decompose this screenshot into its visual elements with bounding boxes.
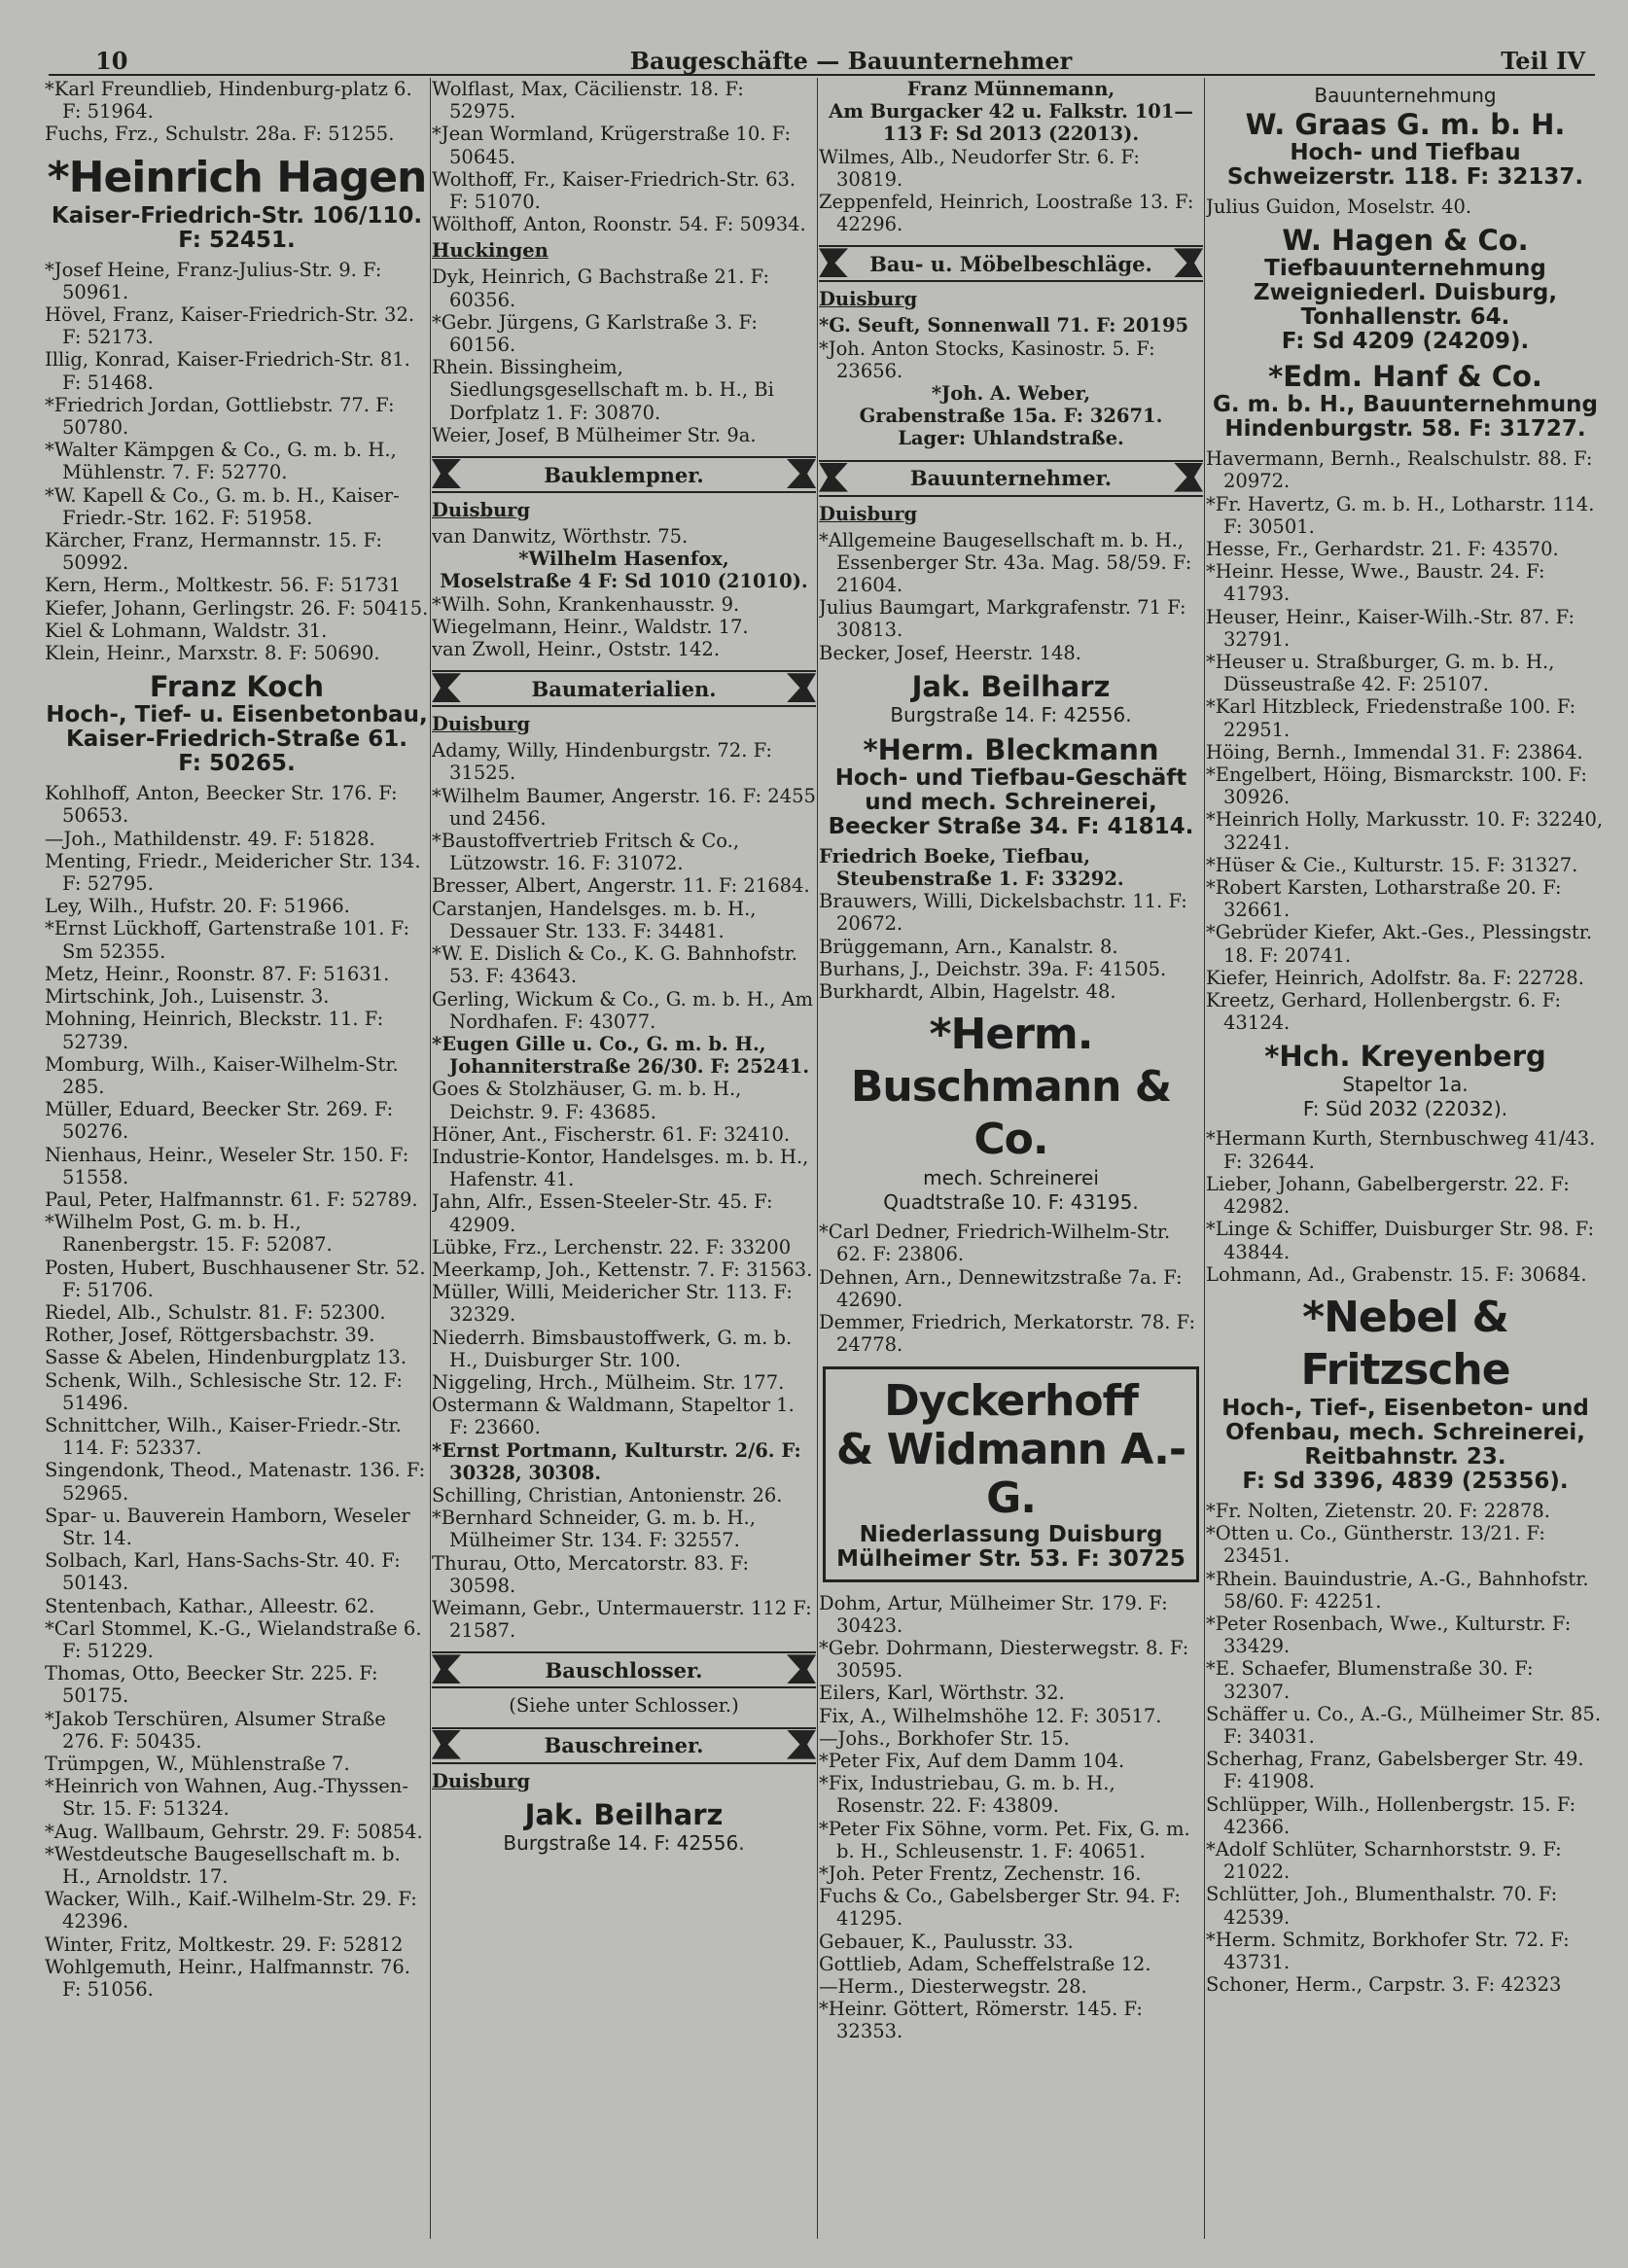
ad-line: Mülheimer Str. 53. F: 30725 <box>836 1545 1186 1572</box>
directory-entry: Jahn, Alfr., Essen-Steeler-Str. 45. F: 42909. <box>432 1190 773 1236</box>
directory-entry: —Johs., Borkhofer Str. 15. <box>819 1726 1070 1750</box>
directory-entry: Lübke, Frz., Lerchenstr. 22. F: 33200 <box>432 1235 792 1258</box>
advertisement <box>45 670 429 776</box>
directory-entry: *Wilhelm Hasenfox, <box>518 548 729 571</box>
column-divider <box>817 78 818 2239</box>
directory-entry: Schoner, Herm., Carpstr. 3. F: 42323 <box>1206 1973 1562 1997</box>
directory-entry: Grabenstraße 15a. F: 32671. <box>859 405 1163 428</box>
directory-entry: *Peter Rosenbach, Wwe., Kulturstr. F: 33429. <box>1206 1612 1572 1658</box>
directory-entry: *Bernhard Schneider, G. m. b. H., Mülheimer Str. 134. F: 32557. <box>432 1506 756 1552</box>
directory-entry: Niggeling, Hrch., Mülheim. Str. 177. <box>432 1370 785 1394</box>
ad-line: F: 50265. <box>178 751 296 777</box>
directory-entry: *Carl Stommel, K.-G., Wielandstraße 6. F: 51229. <box>45 1616 422 1662</box>
ornament-left-icon <box>432 673 461 702</box>
directory-entry: *Karl Hitzbleck, Friedenstraße 100. F: 22951. <box>1206 695 1576 741</box>
section-title: Bau- u. Möbelbeschläge. <box>869 251 1152 276</box>
directory-entry: Am Burgacker 42 u. Falkstr. 101—113 F: Sd 2013 (22013). <box>829 100 1193 146</box>
page-number: 10 <box>95 47 128 75</box>
directory-entry: Julius Baumgart, Markgrafenstr. 71 F: 30813. <box>819 596 1186 642</box>
directory-entry: Mohning, Heinrich, Bleckstr. 11. F: 52739. <box>45 1008 384 1053</box>
ornament-left-icon <box>819 463 848 492</box>
directory-entry: Rother, Josef, Röttgersbachstr. 39. <box>45 1324 375 1347</box>
ad-line: Stapeltor 1a. <box>1342 1073 1469 1097</box>
directory-entry: Ostermann & Waldmann, Stapeltor 1. F: 23660. <box>432 1394 795 1439</box>
directory-entry: Thomas, Otto, Beecker Str. 225. F: 50175. <box>45 1662 378 1708</box>
directory-entry: Dyk, Heinrich, G Bachstraße 21. F: 60356. <box>432 266 770 311</box>
directory-entry: *Gebrüder Kiefer, Akt.-Ges., Plessingstr. 18. F: 20741. <box>1206 921 1593 967</box>
ad-line: mech. Schreinerei <box>923 1166 1099 1190</box>
directory-entry: *Fr. Nolten, Zietenstr. 20. F: 22878. <box>1206 1499 1550 1522</box>
advertisement <box>1206 1040 1605 1121</box>
ornament-left-icon <box>432 1654 461 1683</box>
column-1 <box>45 78 429 2239</box>
ornament-left-icon <box>432 1730 461 1759</box>
directory-entry: *Jakob Terschüren, Alsumer Straße 276. F: 50435. <box>45 1707 386 1753</box>
city-subheading: Duisburg <box>819 502 918 525</box>
city-subheading: Duisburg <box>819 288 918 311</box>
directory-entry: *Hermann Kurth, Sternbuschweg 41/43. F: 32644. <box>1206 1127 1596 1173</box>
directory-entry: Meerkamp, Joh., Kettenstr. 7. F: 31563. <box>432 1258 813 1281</box>
directory-entry: Zeppenfeld, Heinrich, Loostraße 13. F: 42296. <box>819 191 1194 236</box>
directory-entry: Franz Münnemann, <box>906 78 1115 100</box>
directory-entry: Weier, Josef, B Mülheimer Str. 9a. <box>432 423 757 446</box>
directory-entry: *Jean Wormland, Krügerstraße 10. F: 50645. <box>432 123 792 168</box>
directory-entry: Momburg, Wilh., Kaiser-Wilhelm-Str. 285. <box>45 1052 399 1098</box>
directory-entry: *Ernst Portmann, Kulturstr. 2/6. F: 30328, 30308. <box>432 1438 801 1484</box>
directory-entry: Nienhaus, Heinr., Weseler Str. 150. F: 51558. <box>45 1143 409 1188</box>
directory-entry: Julius Guidon, Moselstr. 40. <box>1206 195 1472 218</box>
directory-entry: Gottlieb, Adam, Scheffelstraße 12. <box>819 1952 1151 1975</box>
directory-entry: Kohlhoff, Anton, Beecker Str. 176. F: 50653. <box>45 782 398 828</box>
directory-entry: *Friedrich Jordan, Gottliebstr. 77. F: 50780. <box>45 393 395 440</box>
ad-line: *Herm. Bleckmann <box>863 732 1159 766</box>
directory-entry: *Otten u. Co., Güntherstr. 13/21. F: 23451. <box>1206 1522 1545 1568</box>
section-banner <box>432 1651 816 1688</box>
ad-line: Kaiser-Friedrich-Str. 106/110. <box>51 202 423 229</box>
directory-entry: *Peter Fix, Auf dem Damm 104. <box>819 1749 1125 1772</box>
ad-line: Burgstraße 14. F: 42556. <box>890 702 1132 726</box>
ad-line: Franz Koch <box>149 670 325 704</box>
directory-entry: *Heuser u. Straßburger, G. m. b. H., Düsseustraße 42. F: 25107. <box>1206 651 1555 696</box>
directory-entry: Gebauer, K., Paulusstr. 33. <box>819 1930 1074 1953</box>
ad-line: W. Graas G. m. b. H. <box>1245 108 1566 141</box>
ad-line: Zweigniederl. Duisburg, <box>1253 280 1558 306</box>
ornament-right-icon <box>1174 248 1203 277</box>
directory-entry: Kiefer, Heinrich, Adolfstr. 8a. F: 22728. <box>1206 966 1584 989</box>
directory-entry: Höner, Ant., Fischerstr. 61. F: 32410. <box>432 1122 791 1146</box>
ad-line: Tiefbauunternehmung <box>1264 256 1546 282</box>
directory-entry: *Engelbert, Höing, Bismarckstr. 100. F: 30926. <box>1206 763 1587 809</box>
directory-entry: Metz, Heinr., Roonstr. 87. F: 51631. <box>45 962 390 985</box>
directory-entry: van Zwoll, Heinr., Oststr. 142. <box>432 638 721 661</box>
ad-line: Bauunternehmung <box>1314 84 1497 107</box>
directory-entry: *Wilhelm Post, G. m. b. H., Ranenbergstr. 15. F: 52087. <box>45 1211 333 1257</box>
ad-line: Jak. Beilharz <box>911 669 1111 703</box>
directory-entry: Burhans, J., Deichstr. 39a. F: 41505. <box>819 957 1167 980</box>
advertisement <box>819 670 1203 727</box>
directory-entry: *Joh. A. Weber, <box>931 382 1091 406</box>
section-title: Bauklempner. <box>544 462 704 487</box>
column-3 <box>819 78 1203 2239</box>
directory-entry: *Wilh. Sohn, Krankenhausstr. 9. <box>432 592 740 616</box>
boxed-advertisement <box>823 1366 1199 1582</box>
directory-entry: Höing, Bernh., Immendal 31. F: 23864. <box>1206 740 1583 763</box>
directory-entry: Müller, Eduard, Beecker Str. 269. F: 50276. <box>45 1098 394 1144</box>
advertisement <box>1206 84 1605 190</box>
directory-entry: Moselstraße 4 F: Sd 1010 (21010). <box>440 570 808 593</box>
directory-entry: *Heinr. Hesse, Wwe., Baustr. 24. F: 41793. <box>1206 560 1545 606</box>
directory-entry: *Fix, Industriebau, G. m. b. H., Rosenstr. 22. F: 43809. <box>819 1772 1115 1818</box>
ad-line: *Edm. Hanf & Co. <box>1268 360 1542 394</box>
ad-line: Hoch- und Tiefbau-Geschäft <box>834 764 1187 791</box>
ad-line: G. m. b. H., Bauunternehmung <box>1213 392 1598 418</box>
city-subheading: Huckingen <box>432 239 549 263</box>
ad-line: Hoch-, Tief-, Eisenbeton- und <box>1221 1395 1589 1421</box>
directory-entry: Hövel, Franz, Kaiser-Friedrich-Str. 32. F: 52173. <box>45 303 415 349</box>
advertisement <box>432 1798 816 1856</box>
directory-entry: Schilling, Christian, Antonienstr. 26. <box>432 1483 783 1506</box>
section-banner <box>432 456 816 493</box>
city-subheading: Duisburg <box>432 1769 531 1792</box>
directory-entry: Singendonk, Theod., Matenastr. 136. F: 52965. <box>45 1459 426 1505</box>
ad-line: W. Hagen & Co. <box>1282 224 1529 258</box>
ad-line: F: Süd 2032 (22032). <box>1302 1097 1508 1121</box>
ad-line: Ofenbau, mech. Schreinerei, <box>1225 1419 1585 1445</box>
directory-entry: Kreetz, Gerhard, Hollenbergstr. 6. F: 43124. <box>1206 989 1562 1035</box>
directory-entry: *Linge & Schiffer, Duisburger Str. 98. F: 43844. <box>1206 1218 1595 1263</box>
directory-entry: Kärcher, Franz, Hermannstr. 15. F: 50992. <box>45 529 382 575</box>
directory-entry: *Heinrich von Wahnen, Aug.-Thyssen-Str. 15. F: 51324. <box>45 1775 408 1821</box>
directory-entry: *Gebr. Dohrmann, Diesterwegstr. 8. F: 30595. <box>819 1636 1189 1683</box>
directory-entry: Heuser, Heinr., Kaiser-Wilh.-Str. 87. F: 32791. <box>1206 605 1575 651</box>
advertisement <box>819 1009 1203 1215</box>
ad-line: Burgstraße 14. F: 42556. <box>503 1830 745 1855</box>
directory-entry: Havermann, Bernh., Realschulstr. 88. F: 20972. <box>1206 447 1593 493</box>
directory-entry: Klein, Heinr., Marxstr. 8. F: 50690. <box>45 642 380 665</box>
directory-entry: Müller, Willi, Meidericher Str. 113. F: 32329. <box>432 1281 793 1327</box>
ad-line: *Nebel & Fritzsche <box>1300 1292 1510 1395</box>
advertisement <box>45 152 429 253</box>
directory-entry: Sasse & Abelen, Hindenburgplatz 13. <box>45 1346 407 1369</box>
directory-entry: *Baustoffvertrieb Fritsch & Co., Lützowstr. 16. F: 31072. <box>432 830 740 875</box>
directory-entry: *Heinrich Holly, Markusstr. 10. F: 32240, 32241. <box>1206 808 1604 854</box>
directory-entry: Solbach, Karl, Hans-Sachs-Str. 40. F: 50143. <box>45 1549 401 1595</box>
directory-entry: Becker, Josef, Heerstr. 148. <box>819 641 1081 664</box>
column-4 <box>1206 78 1605 2239</box>
section-title: Bauunternehmer. <box>909 466 1113 491</box>
directory-entry: Schlüpper, Wilh., Hollenbergstr. 15. F: 42366. <box>1206 1792 1576 1838</box>
section-banner <box>819 245 1203 282</box>
directory-entry: Goes & Stolzhäuser, G. m. b. H., Deichstr. 9. F: 43685. <box>432 1078 742 1123</box>
directory-entry: Wohlgemuth, Heinr., Halfmannstr. 76. F: 51056. <box>45 1955 410 2002</box>
city-subheading: Duisburg <box>432 499 531 522</box>
directory-entry: Illig, Konrad, Kaiser-Friedrich-Str. 81. F: 51468. <box>45 348 410 394</box>
directory-entry: *Westdeutsche Baugesellschaft m. b. H., Arnoldstr. 17. <box>45 1842 401 1889</box>
directory-entry: Wolflast, Max, Cäcilienstr. 18. F: 52975. <box>432 78 744 124</box>
directory-entry: Scherhag, Franz, Gabelsberger Str. 49. F: 41908. <box>1206 1748 1584 1793</box>
directory-entry: Posten, Hubert, Buschhausener Str. 52. F: 51706. <box>45 1256 426 1301</box>
directory-entry: Mirtschink, Joh., Luisenstr. 3. <box>45 985 330 1009</box>
part-label: Teil IV <box>1501 47 1585 75</box>
directory-entry: *W. E. Dislich & Co., K. G. Bahnhofstr. 53. F: 43643. <box>432 942 797 988</box>
directory-entry: Bresser, Albert, Angerstr. 11. F: 21684. <box>432 874 810 898</box>
directory-entry: Weimann, Gebr., Untermauerstr. 112 F: 21587. <box>432 1596 812 1643</box>
ad-line: Hoch-, Tief- u. Eisenbetonbau, <box>46 702 428 728</box>
directory-entry: Fix, A., Wilhelmshöhe 12. F: 30517. <box>819 1704 1162 1727</box>
directory-entry: Brüggemann, Arn., Kanalstr. 8. <box>819 935 1118 958</box>
directory-entry: Schnittcher, Wilh., Kaiser-Friedr.-Str. 114. F: 52337. <box>45 1413 402 1460</box>
directory-entry: Schenk, Wilh., Schlesische Str. 12. F: 51496. <box>45 1368 403 1414</box>
ad-line: Hindenburgstr. 58. F: 31727. <box>1224 416 1586 443</box>
ad-line: F: 52451. <box>178 227 296 253</box>
directory-entry: *Fr. Havertz, G. m. b. H., Lotharstr. 114. F: 30501. <box>1206 492 1595 538</box>
directory-entry: Stentenbach, Kathar., Alleestr. 62. <box>45 1594 375 1617</box>
ad-line: Dyckerhoff <box>884 1375 1138 1426</box>
directory-entry: Kiefer, Johann, Gerlingstr. 26. F: 50415. <box>45 596 429 620</box>
directory-entry: *Wilhelm Baumer, Angerstr. 16. F: 2455 und 2456. <box>432 784 816 830</box>
directory-entry: *Carl Dedner, Friedrich-Wilhelm-Str. 62. F: 23806. <box>819 1221 1171 1266</box>
directory-entry: *Joh. Anton Stocks, Kasinostr. 5. F: 23656. <box>819 337 1155 382</box>
directory-entry: *Herm. Schmitz, Borkhofer Str. 72. F: 43731. <box>1206 1928 1570 1973</box>
directory-entry: *Rhein. Bauindustrie, A.-G., Bahnhofstr. 58/60. F: 42251. <box>1206 1567 1589 1612</box>
directory-entry: Wölthoff, Anton, Roonstr. 54. F: 50934. <box>432 213 806 236</box>
directory-entry: *W. Kapell & Co., G. m. b. H., Kaiser-Friedr.-Str. 162. F: 51958. <box>45 483 400 529</box>
ad-line: und mech. Schreinerei, <box>865 789 1157 815</box>
directory-entry: Thurau, Otto, Mercatorstr. 83. F: 30598. <box>432 1551 750 1597</box>
directory-entry: Spar- u. Bauverein Hamborn, Weseler Str. 14. <box>45 1504 410 1549</box>
directory-entry: Lieber, Johann, Gabelbergerstr. 22. F: 42982. <box>1206 1172 1570 1219</box>
directory-entry: Rhein. Bissingheim, Siedlungsgesellschaft m. b. H., Bi Dorfplatz 1. F: 30870. <box>432 356 774 424</box>
ad-line: & Widmann A.-G. <box>835 1424 1186 1523</box>
directory-entry: Menting, Friedr., Meidericher Str. 134. F: 52795. <box>45 849 421 896</box>
section-banner <box>819 460 1203 497</box>
column-divider <box>430 78 431 2239</box>
directory-entry: Ley, Wilh., Hufstr. 20. F: 51966. <box>45 895 350 918</box>
directory-entry: Niederrh. Bimsbaustoffwerk, G. m. b. H., Duisburger Str. 100. <box>432 1326 793 1371</box>
directory-entry: *E. Schaefer, Blumenstraße 30. F: 32307. <box>1206 1657 1534 1703</box>
directory-entry: Riedel, Alb., Schulstr. 81. F: 52300. <box>45 1300 386 1324</box>
ad-line: Niederlassung Duisburg <box>859 1521 1163 1547</box>
directory-entry: *Josef Heine, Franz-Julius-Str. 9. F: 50961. <box>45 258 382 303</box>
ad-line: Schweizerstr. 118. F: 32137. <box>1226 164 1584 190</box>
directory-entry: *Eugen Gille u. Co., G. m. b. H., Johanniterstraße 26/30. F: 25241. <box>432 1032 810 1079</box>
directory-entry: *Aug. Wallbaum, Gehrstr. 29. F: 50854. <box>45 1820 423 1843</box>
ad-line: Beecker Straße 34. F: 41814. <box>828 813 1194 839</box>
directory-entry: Hesse, Fr., Gerhardstr. 21. F: 43570. <box>1206 538 1559 561</box>
directory-entry: Wacker, Wilh., Kaif.-Wilhelm-Str. 29. F: 42396. <box>45 1888 417 1933</box>
ad-line: Quadtstraße 10. F: 43195. <box>883 1190 1139 1215</box>
directory-entry: Burkhardt, Albin, Hagelstr. 48. <box>819 980 1116 1004</box>
directory-entry: Wolthoff, Fr., Kaiser-Friedrich-Str. 63. F: 51070. <box>432 167 796 214</box>
directory-entry: Fuchs, Frz., Schulstr. 28a. F: 51255. <box>45 123 395 146</box>
section-banner <box>432 1727 816 1764</box>
directory-entry: Fuchs & Co., Gabelsberger Str. 94. F: 41295. <box>819 1885 1181 1931</box>
advertisement <box>1206 360 1605 442</box>
page-title: Baugeschäfte — Bauunternehmer <box>629 47 1073 75</box>
directory-entry: van Danwitz, Wörthstr. 75. <box>432 525 689 549</box>
directory-entry: Demmer, Friedrich, Merkatorstr. 78. F: 24778. <box>819 1311 1196 1357</box>
ad-line: *Hch. Kreyenberg <box>1264 1040 1546 1074</box>
directory-entry: (Siehe unter Schlosser.) <box>509 1694 739 1718</box>
header-rule <box>49 74 1595 76</box>
directory-entry: Wiegelmann, Heinr., Waldstr. 17. <box>432 615 749 638</box>
directory-entry: *Peter Fix Söhne, vorm. Pet. Fix, G. m. b. H., Schleusenstr. 1. F: 40651. <box>819 1817 1190 1862</box>
directory-entry: Paul, Peter, Halfmannstr. 61. F: 52789. <box>45 1187 418 1211</box>
directory-entry: Schlütter, Joh., Blumenthalstr. 70. F: 42539. <box>1206 1883 1558 1929</box>
directory-entry: *Adolf Schlüter, Scharnhorststr. 9. F: 21022. <box>1206 1837 1562 1884</box>
directory-entry: Brauwers, Willi, Dickelsbachstr. 11. F: 20672. <box>819 890 1187 936</box>
directory-entry: Dehnen, Arn., Dennewitzstraße 7a. F: 42690. <box>819 1265 1183 1311</box>
ad-line: F: Sd 4209 (24209). <box>1281 329 1530 355</box>
directory-entry: Carstanjen, Handelsges. m. b. H., Dessauer Str. 133. F: 34481. <box>432 897 757 942</box>
ornament-left-icon <box>819 248 848 277</box>
directory-entry: Winter, Fritz, Moltkestr. 29. F: 52812 <box>45 1932 404 1956</box>
directory-entry: Wilmes, Alb., Neudorfer Str. 6. F: 30819. <box>819 145 1140 191</box>
ad-line: Jak. Beilharz <box>524 1797 724 1831</box>
ad-line: Reitbahnstr. 23. <box>1304 1443 1506 1470</box>
directory-entry: *Karl Freundlieb, Hindenburg-platz 6. F: 51964. <box>45 78 412 124</box>
directory-entry: *Gebr. Jürgens, G Karlstraße 3. F: 60156. <box>432 310 758 357</box>
directory-entry: —Herm., Diesterwegstr. 28. <box>819 1974 1087 1998</box>
ad-line: *Herm. Buschmann & Co. <box>850 1010 1172 1165</box>
ornament-right-icon <box>787 459 816 488</box>
ornament-right-icon <box>787 1730 816 1759</box>
section-title: Baumaterialien. <box>531 676 717 701</box>
section-title: Bauschlosser. <box>545 1657 703 1683</box>
directory-entry: Kiel & Lohmann, Waldstr. 31. <box>45 619 328 642</box>
advertisement <box>1206 1292 1605 1494</box>
directory-entry: Schäffer u. Co., A.-G., Mülheimer Str. 85. F: 34031. <box>1206 1702 1602 1748</box>
directory-entry: Gerling, Wickum & Co., G. m. b. H., Am Nordhafen. F: 43077. <box>432 987 813 1033</box>
advertisement <box>1206 224 1605 354</box>
directory-entry: Lager: Uhlandstraße. <box>898 427 1124 450</box>
city-subheading: Duisburg <box>432 713 531 736</box>
advertisement <box>819 733 1203 839</box>
directory-entry: *Heinr. Göttert, Römerstr. 145. F: 32353. <box>819 1998 1143 2043</box>
directory-entry: *Robert Karsten, Lotharstraße 20. F: 32661. <box>1206 876 1562 922</box>
directory-entry: *Allgemeine Baugesellschaft m. b. H., Essenberger Str. 43a. Mag. 58/59. F: 21604. <box>819 528 1192 597</box>
directory-entry: *Walter Kämpgen & Co., G. m. b. H., Mühlenstr. 7. F: 52770. <box>45 439 397 484</box>
directory-entry: Dohm, Artur, Mülheimer Str. 179. F: 30423. <box>819 1591 1168 1637</box>
ad-line: Kaiser-Friedrich-Straße 61. <box>65 726 408 753</box>
ad-line: Hoch- und Tiefbau <box>1290 140 1521 165</box>
ad-line: F: Sd 3396, 4839 (25356). <box>1242 1468 1569 1494</box>
ornament-left-icon <box>432 459 461 488</box>
ornament-right-icon <box>1174 463 1203 492</box>
directory-entry: —Joh., Mathildenstr. 49. F: 51828. <box>45 827 375 850</box>
ad-line: Tonhallenstr. 64. <box>1300 304 1510 331</box>
section-banner <box>432 670 816 707</box>
directory-entry: Friedrich Boeke, Tiefbau, Steubenstraße 1. F: 33292. <box>819 844 1124 891</box>
ornament-right-icon <box>787 673 816 702</box>
directory-entry: Lohmann, Ad., Grabenstr. 15. F: 30684. <box>1206 1262 1587 1286</box>
ad-line: *Heinrich Hagen <box>47 152 427 202</box>
column-divider <box>1204 78 1205 2239</box>
directory-entry: *Ernst Lückhoff, Gartenstraße 101. F: Sm 52355. <box>45 917 410 963</box>
directory-entry: *Joh. Peter Frentz, Zechenstr. 16. <box>819 1861 1142 1885</box>
section-title: Bauschreiner. <box>544 1733 704 1758</box>
directory-entry: *Hüser & Cie., Kulturstr. 15. F: 31327. <box>1206 853 1578 876</box>
ornament-right-icon <box>787 1654 816 1683</box>
directory-entry: Adamy, Willy, Hindenburgstr. 72. F: 31525. <box>432 739 773 785</box>
directory-entry: Trümpgen, W., Mühlenstraße 7. <box>45 1753 350 1775</box>
directory-entry: Eilers, Karl, Wörthstr. 32. <box>819 1682 1065 1705</box>
directory-entry: *G. Seuft, Sonnenwall 71. F: 20195 <box>819 314 1189 337</box>
directory-entry: Industrie-Kontor, Handelsges. m. b. H., Hafenstr. 41. <box>432 1145 809 1191</box>
column-2 <box>432 78 816 2239</box>
directory-entry: Kern, Herm., Moltkestr. 56. F: 51731 <box>45 574 402 597</box>
